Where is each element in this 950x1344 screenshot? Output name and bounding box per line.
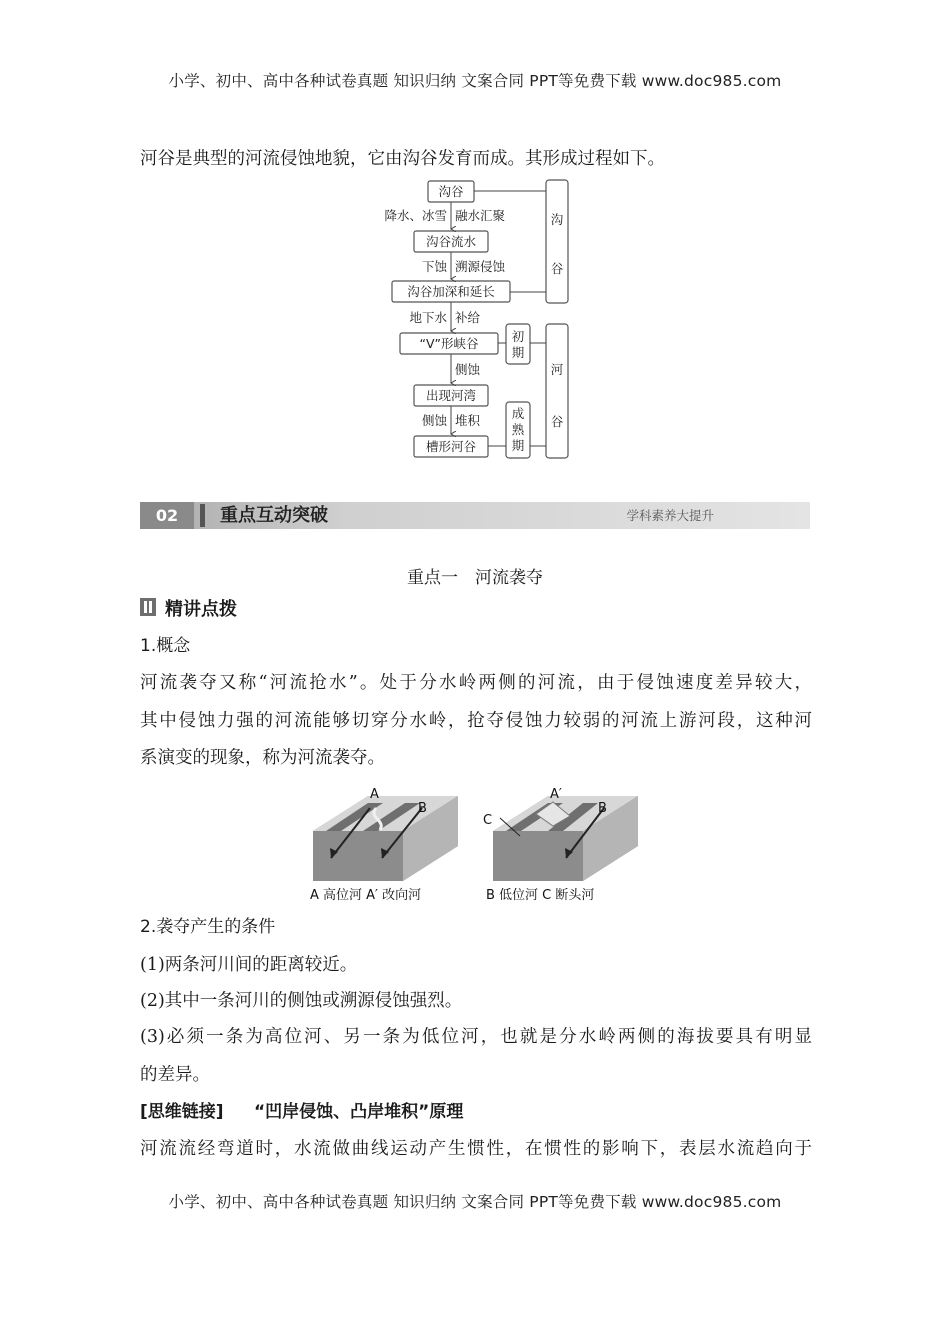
edge2-right: 溯源侵蚀 xyxy=(455,259,506,274)
caption-right: B 低位河 C 断头河 xyxy=(486,888,595,903)
caption-left: A 高位河 A′ 改向河 xyxy=(310,888,422,903)
fig-label-A-prime: A′ xyxy=(550,787,562,802)
node-trough-label: 槽形河谷 xyxy=(425,439,477,454)
figure-right-block xyxy=(493,796,638,881)
stage-early-char1: 初 xyxy=(511,329,525,344)
link-text: 河流流经弯道时，水流做曲线运动产生惯性，在惯性的影响下，表层水流趋向于 xyxy=(140,1139,812,1159)
edge5-right: 堆积 xyxy=(455,413,481,428)
condition-3: (3)必须一条为高位河、另一条为低位河，也就是分水岭两侧的海拔要具有明显 xyxy=(140,1027,812,1047)
stage-valley-char1: 河 xyxy=(550,362,564,377)
link-tag: [思维链接] xyxy=(140,1102,224,1122)
link-title: “凹岸侵蚀、凸岸堆积”原理 xyxy=(254,1102,464,1122)
topic-title: 重点一 河流袭夺 xyxy=(407,568,543,588)
edge3-right: 补给 xyxy=(455,310,481,325)
section-number: 02 xyxy=(140,502,194,529)
concept-line-2: 其中侵蚀力强的河流能够切穿分水岭，抢夺侵蚀力较弱的河流上游河段，这种河 xyxy=(140,711,812,731)
figure-left-block xyxy=(313,796,458,881)
fig-label-B2: B xyxy=(598,801,607,816)
stage-mature-char1: 成 xyxy=(511,406,525,421)
node-gully-flow-label: 沟谷流水 xyxy=(425,234,477,249)
stage-gully-box xyxy=(546,180,568,303)
node-v-gorge-label: “V”形峡谷 xyxy=(419,336,479,351)
stage-gully-char1: 沟 xyxy=(550,212,564,227)
stage-mature-char2: 熟 xyxy=(511,422,525,437)
section-subtitle: 学科素养大提升 xyxy=(626,508,714,523)
stage-early-char2: 期 xyxy=(511,345,525,360)
concept-heading: 1.概念 xyxy=(140,636,191,656)
subsection-marker-icon xyxy=(140,598,156,616)
concept-line-1: 河流袭夺又称“河流抢水”。处于分水岭两侧的河流，由于侵蚀速度差异较大， xyxy=(140,673,812,693)
stage-valley-box xyxy=(546,324,568,458)
condition-2: (2)其中一条河川的侧蚀或溯源侵蚀强烈。 xyxy=(140,991,463,1011)
page-footer: 小学、初中、高中各种试卷真题 知识归纳 文案合同 PPT等免费下载 www.doc985.com xyxy=(168,1193,782,1211)
valley-formation-diagram xyxy=(370,176,580,466)
river-capture-figure xyxy=(308,786,644,908)
stage-mature-char3: 期 xyxy=(511,438,525,453)
fig-label-C: C xyxy=(483,813,493,828)
condition-1: (1)两条河川间的距离较近。 xyxy=(140,955,358,975)
stage-valley-char2: 谷 xyxy=(550,414,564,429)
node-deepen-label: 沟谷加深和延长 xyxy=(407,284,495,299)
condition-3-cont: 的差异。 xyxy=(140,1065,210,1085)
page-header: 小学、初中、高中各种试卷真题 知识归纳 文案合同 PPT等免费下载 www.doc985.com xyxy=(168,72,782,90)
banner-divider xyxy=(200,504,205,527)
edge5-left: 侧蚀 xyxy=(421,413,447,428)
node-gully-label: 沟谷 xyxy=(438,184,464,199)
edge2-left: 下蚀 xyxy=(421,259,447,274)
edge1-right: 融水汇聚 xyxy=(455,208,506,223)
node-meander-label: 出现河湾 xyxy=(425,388,477,403)
edge1-left: 降水、冰雪 xyxy=(384,208,447,223)
stage-gully-char2: 谷 xyxy=(550,261,564,276)
subsection-heading: 精讲点拨 xyxy=(165,599,237,620)
section-banner xyxy=(140,502,810,529)
intro-paragraph: 河谷是典型的河流侵蚀地貌，它由沟谷发育而成。其形成过程如下。 xyxy=(140,149,665,169)
edge4-right: 侧蚀 xyxy=(455,362,481,377)
fig-label-B: B xyxy=(418,801,427,816)
concept-line-3: 系演变的现象，称为河流袭夺。 xyxy=(140,748,385,768)
fig-label-A: A xyxy=(370,787,379,802)
edge3-left: 地下水 xyxy=(409,310,447,325)
conditions-heading: 2.袭夺产生的条件 xyxy=(140,917,276,937)
section-title: 重点互动突破 xyxy=(220,505,328,526)
